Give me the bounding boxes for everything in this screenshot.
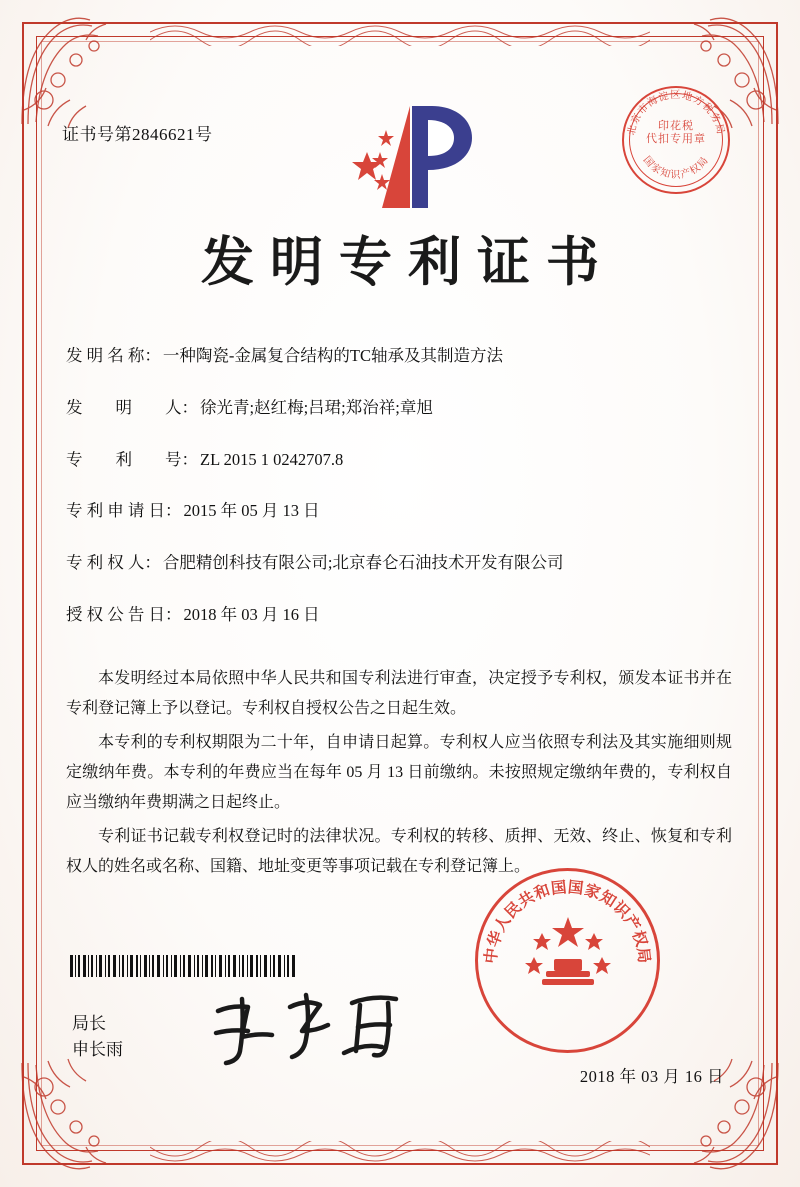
field-value: 合肥精创科技有限公司;北京春仑石油技术开发有限公司 xyxy=(162,553,564,572)
field-label: 授 权 公 告 日： xyxy=(66,604,182,624)
edge-ornament-icon xyxy=(150,1141,650,1169)
national-emblem-icon xyxy=(520,913,616,1009)
handwritten-signature xyxy=(202,989,432,1067)
field-label: 发 明 人： xyxy=(66,397,198,417)
field-label: 专 利 权 人： xyxy=(66,553,161,572)
field-row-invention-name xyxy=(66,344,738,369)
signature-role: 局长 xyxy=(72,1014,106,1033)
barcode xyxy=(70,955,298,977)
sipo-logo-icon xyxy=(320,100,480,215)
certificate-content xyxy=(62,62,738,1125)
field-row-application-date xyxy=(66,499,738,524)
tax-stamp-center-text xyxy=(622,120,730,146)
tax-stamp xyxy=(622,86,730,194)
field-row-inventors xyxy=(66,396,738,421)
field-row-patent-number xyxy=(66,448,738,473)
field-value: 一种陶瓷-金属复合结构的TC轴承及其制造方法 xyxy=(162,346,503,365)
body-paragraphs xyxy=(66,664,732,886)
tax-stamp-arc-top-text: 北京市海淀区地方税务局 xyxy=(626,90,726,137)
field-value: 2015 年 05 月 13 日 xyxy=(183,501,320,521)
certificate-number: 证书号第2846621号 xyxy=(62,125,213,144)
edge-ornament-icon xyxy=(150,18,650,46)
paragraph-1: 本发明经过本局依照中华人民共和国专利法进行审查，决定授予专利权，颁发本证书并在专利登记簿上予以登记。专利权自授权公告之日起生效。 xyxy=(66,670,732,717)
fields-list xyxy=(66,344,738,655)
signature-name: 申长雨 xyxy=(72,1040,123,1059)
paragraph-3: 专利证书记载专利权登记时的法律状况。专利权的转移、质押、无效、终止、恢复和专利权人的姓名或名称、国籍、地址变更等事项记载在专利登记簿上。 xyxy=(66,828,732,875)
page-title: 发明专利证书 xyxy=(201,231,615,293)
field-label: 发 明 名 称： xyxy=(66,346,161,365)
issue-date: 2018 年 03 月 16 日 xyxy=(579,1067,724,1086)
field-row-patentee xyxy=(66,551,738,576)
seal-arc-label: 中华人民共和国国家知识产权局 xyxy=(480,877,655,965)
tax-stamp-line2: 代扣专用章 xyxy=(646,133,706,145)
signature-block xyxy=(72,1011,123,1063)
paragraph-2: 本专利的专利权期限为二十年，自申请日起算。专利权人应当依照专利法及其实施细则规定缴纳年费。本专利的年费应当在每年 05 月 13 日前缴纳。未按照规定缴纳年费的，专利权自应当缴纳年费期满之日起终止。 xyxy=(66,734,732,811)
field-label: 专 利 申 请 日： xyxy=(66,501,182,521)
tax-stamp-arc-bottom-text: 国家知识产权局 xyxy=(640,154,712,181)
field-row-grant-date xyxy=(66,603,738,628)
field-value: ZL 2015 1 0242707.8 xyxy=(200,449,344,469)
field-label: 专 利 号： xyxy=(66,449,198,469)
tax-stamp-line1: 印花税 xyxy=(658,120,694,132)
government-seal-stamp xyxy=(475,868,660,1053)
field-value: 徐光青;赵红梅;吕珺;郑治祥;章旭 xyxy=(200,397,433,417)
field-value: 2018 年 03 月 16 日 xyxy=(183,604,320,624)
